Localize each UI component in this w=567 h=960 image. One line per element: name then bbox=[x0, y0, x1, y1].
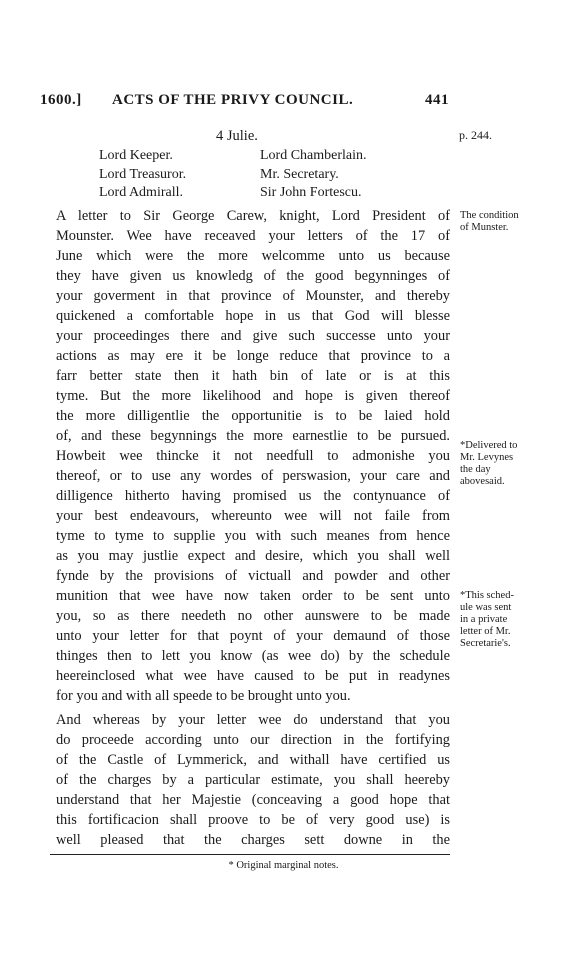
footnote: * Original marginal notes. bbox=[228, 860, 339, 871]
header-year: 1600.] bbox=[40, 92, 82, 108]
body-line: thereof, or to use any wordes of perswasion, your care and bbox=[56, 468, 450, 484]
header-page-number: 441 bbox=[425, 92, 449, 108]
body-line: munition that wee have now taken order to be sent unto bbox=[56, 588, 450, 604]
footnote-rule bbox=[50, 854, 450, 855]
marginal-note-line: the day bbox=[460, 464, 491, 475]
body-line: this fortificacion shall proove to be of very good use) is bbox=[56, 812, 450, 828]
marginal-note bbox=[460, 210, 560, 234]
marginal-note-line: Mr. Levynes bbox=[460, 452, 514, 463]
body-line: your goverment in that province of Mounster, and thereby bbox=[56, 288, 450, 304]
body-line: your best endeavours, whereunto wee will not faile from bbox=[56, 508, 450, 524]
body-line: they have given us knowledg of the good begynninges of bbox=[56, 268, 450, 284]
body-line: quickened a comfortable hope in us that God will blesse bbox=[56, 308, 450, 324]
page-reference: p. 244. bbox=[459, 128, 492, 142]
body-line: well pleased that the charges sett downe in the bbox=[56, 832, 450, 848]
attendee: Lord Admirall. bbox=[99, 185, 183, 200]
entry-date: 4 Julie. bbox=[216, 128, 258, 144]
body-line: of, and these begynnings the more earnestlie to be pursued. bbox=[56, 428, 450, 444]
header-title: ACTS OF THE PRIVY COUNCIL. bbox=[112, 92, 354, 108]
marginal-note-line: ule was sent bbox=[460, 602, 512, 613]
marginal-note-line: in a private bbox=[460, 614, 508, 625]
body-line: unto your letter for that poynt of your demaund of those bbox=[56, 628, 450, 644]
marginal-note-line: *This sched- bbox=[460, 590, 514, 601]
attendee: Lord Keeper. bbox=[99, 148, 173, 163]
marginal-note-line: *Delivered to bbox=[460, 440, 518, 451]
body-line: fynde by the provisions of victuall and powder and other bbox=[56, 568, 450, 584]
marginal-note-line: abovesaid. bbox=[460, 476, 505, 487]
body-line: June which were the more welcomme unto us because bbox=[56, 248, 450, 264]
marginal-note-line: letter of Mr. bbox=[460, 626, 511, 637]
marginal-note-line: The condition bbox=[460, 210, 519, 221]
body-line: heereinclosed what wee have caused to be put in readynes bbox=[56, 668, 450, 684]
body-line: Howbeit wee thincke it not needfull to admonishe you bbox=[56, 448, 450, 464]
body-line: tyme to tyme to supplie you with such meanes from hence bbox=[56, 528, 450, 544]
marginal-note-line: of Munster. bbox=[460, 222, 509, 233]
attendee: Mr. Secretary. bbox=[260, 167, 339, 182]
body-line: the more dilligentlie the opportunitie is to be laied hold bbox=[56, 408, 450, 424]
attendee: Lord Chamberlain. bbox=[260, 148, 367, 163]
attendee: Lord Treasuror. bbox=[99, 167, 187, 182]
body-line: A letter to Sir George Carew, knight, Lord President of bbox=[56, 208, 450, 224]
body-line: tyme. But the more likelihood and hope is given thereof bbox=[56, 388, 450, 404]
body-line: of the Castle of Lymmerick, and withall have certified us bbox=[56, 752, 450, 768]
body-line: thinges then to lett you know (as wee do) by the schedule bbox=[56, 648, 450, 664]
body-line: And whereas by your letter wee do understand that you bbox=[56, 712, 450, 728]
body-line: as you may justlie expect and desire, which you shall well bbox=[56, 548, 450, 564]
marginal-note-line: Secretarie's. bbox=[460, 638, 511, 649]
marginal-note bbox=[460, 590, 560, 650]
marginal-note bbox=[460, 440, 560, 488]
body-line: dilligence hitherto having promised us the contynuance of bbox=[56, 488, 450, 504]
body-line: for you and with all speede to be brought unto you. bbox=[56, 688, 351, 704]
attendee: Sir John Fortescu. bbox=[260, 185, 362, 200]
body-line: understand that her Majestie (conceaving a good hope that bbox=[56, 792, 450, 808]
body-line: of the charges by a particular estimate, you shall heereby bbox=[56, 772, 450, 788]
body-line: do proceede according unto our direction in the fortifying bbox=[56, 732, 450, 748]
body-line: farr better state then it hath bin of late or is at this bbox=[56, 368, 450, 384]
body-line: actions as may ere it be longe reduce that province to a bbox=[56, 348, 450, 364]
body-line: Mounster. Wee have receaved your letters of the 17 of bbox=[56, 228, 450, 244]
body-line: your proceedinges there and give such successe unto your bbox=[56, 328, 450, 344]
body-line: you, so as there needeth no other aunswere to be made bbox=[56, 608, 450, 624]
